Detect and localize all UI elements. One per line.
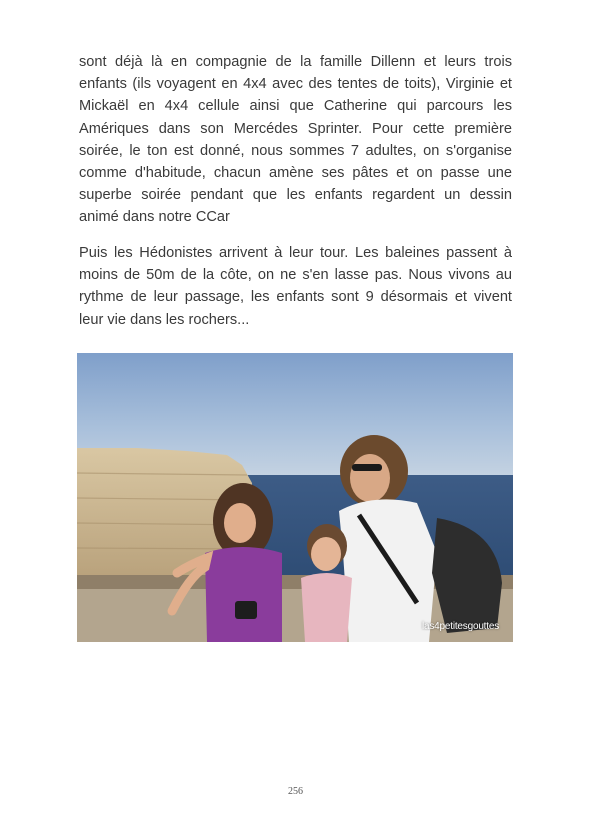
paragraph-2: Puis les Hédonistes arrivent à leur tour. Les baleines passent à moins de 50m de la côte, on ne s'en lasse pas. Nous vivons au rythme de leur passage, les enfants sont 9 désormais et vivent leur vie dans les rochers... — [79, 245, 512, 328]
photo-watermark: las4petitesgouttes — [421, 621, 499, 632]
family-photo — [77, 353, 513, 642]
paragraph-1: sont déjà là en compagnie de la famille Dillenn et leurs trois enfants (ils voyagent en 4x4 avec des tentes de toits), Virginie et Mickaël en 4x4 cellule ainsi que Catherine qui parcours les Amériques dans son Mercédes Sprinter. Pour cette première soirée, le ton est donné, nous sommes 7 adultes, on s'organise comme d'habitude, chacun amène ses pâtes et on passe une superbe soirée pendant que les enfants regardent un dessin animé dans notre CCar — [79, 54, 512, 226]
photo-illustration — [77, 353, 513, 642]
page-number: 256 — [288, 786, 303, 797]
